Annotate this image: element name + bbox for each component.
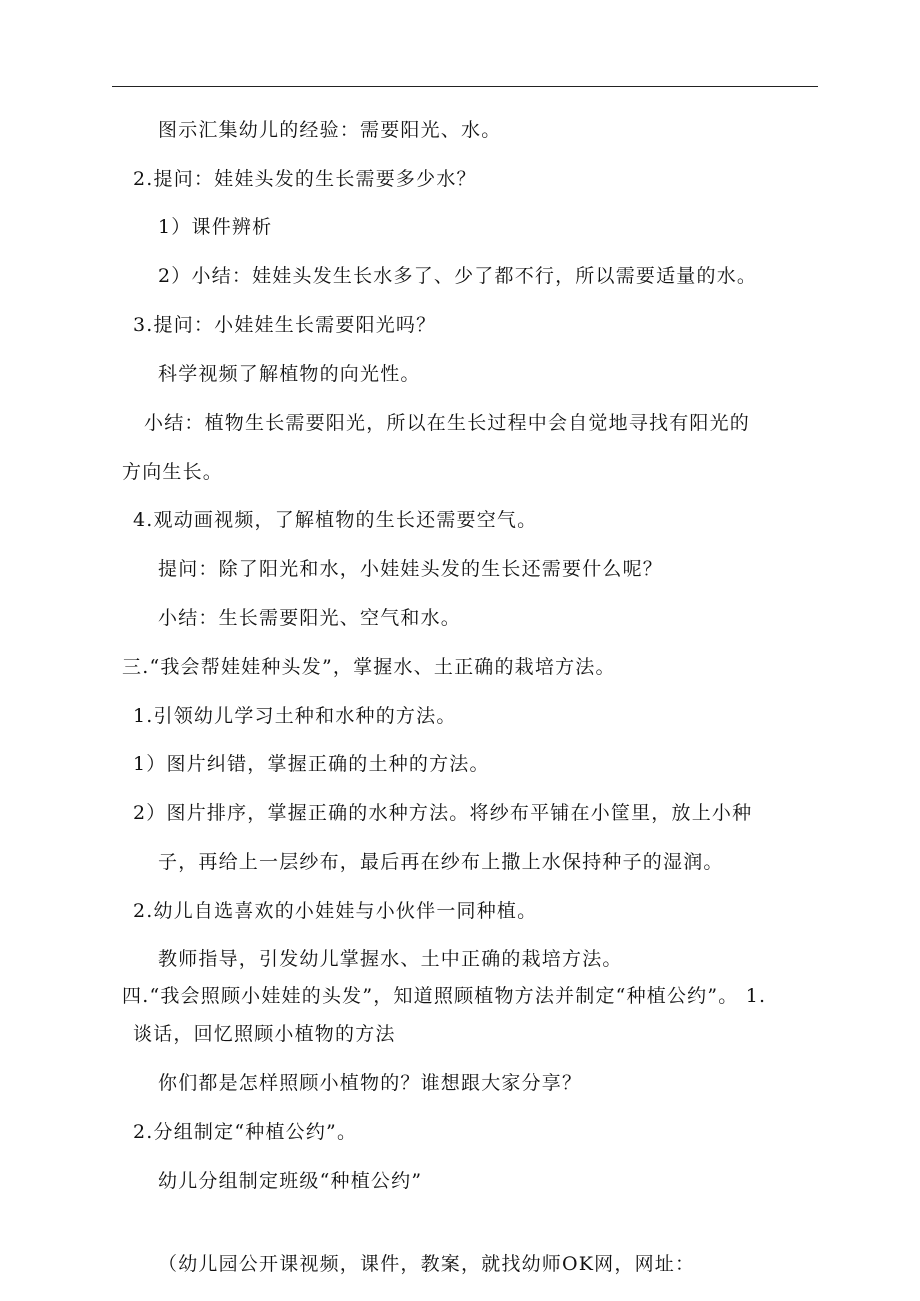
text-line-7: 小结：植物生长需要阳光，所以在生长过程中会自觉地寻找有阳光的 (144, 412, 751, 434)
text-line-20: 谈话，回忆照顾小植物的方法 (133, 1023, 396, 1045)
text-line-18: 教师指导，引发幼儿掌握水、土中正确的栽培方法。 (158, 948, 623, 970)
text-line-4: 2）小结：娃娃头发生长水多了、少了都不行，所以需要适量的水。 (158, 265, 758, 287)
text-line-22: 2.分组制定“种植公约”。 (133, 1121, 358, 1143)
text-line-17: 2.幼儿自选喜欢的小娃娃与小伙伴一同种植。 (133, 900, 538, 922)
text-line-8: 方向生长。 (122, 461, 224, 483)
text-line-6: 科学视频了解植物的向光性。 (158, 363, 421, 385)
text-line-23: 幼儿分组制定班级“种植公约” (158, 1170, 423, 1192)
text-line-16: 子，再给上一层纱布，最后再在纱布上撒上水保持种子的湿润。 (158, 851, 724, 873)
header-rule (112, 86, 818, 87)
text-line-19: 四.“我会照顾小娃娃的头发”，知道照顾植物方法并制定“种植公约”。 1. (122, 985, 767, 1007)
text-line-1: 图示汇集幼儿的经验：需要阳光、水。 (158, 119, 502, 141)
text-line-24: （幼儿园公开课视频，课件，教案，就找幼师OK网，网址： (158, 1253, 696, 1275)
text-line-14: 1）图片纠错，掌握正确的土种的方法。 (133, 753, 490, 775)
text-line-15: 2）图片排序，掌握正确的水种方法。将纱布平铺在小筐里，放上小种 (133, 802, 753, 824)
text-line-11: 小结：生长需要阳光、空气和水。 (158, 607, 462, 629)
text-line-12: 三.“我会帮娃娃种头发”，掌握水、土正确的栽培方法。 (122, 656, 616, 678)
text-line-2: 2.提问：娃娃头发的生长需要多少水？ (133, 168, 477, 190)
text-line-13: 1.引领幼儿学习土种和水种的方法。 (133, 705, 457, 727)
text-line-10: 提问：除了阳光和水，小娃娃头发的生长还需要什么呢？ (158, 558, 664, 580)
text-line-5: 3.提问：小娃娃生长需要阳光吗？ (133, 314, 437, 336)
text-line-21: 你们都是怎样照顾小植物的？谁想跟大家分享？ (158, 1072, 583, 1094)
text-line-9: 4.观动画视频，了解植物的生长还需要空气。 (133, 509, 538, 531)
text-line-3: 1）课件辨析 (158, 216, 273, 238)
